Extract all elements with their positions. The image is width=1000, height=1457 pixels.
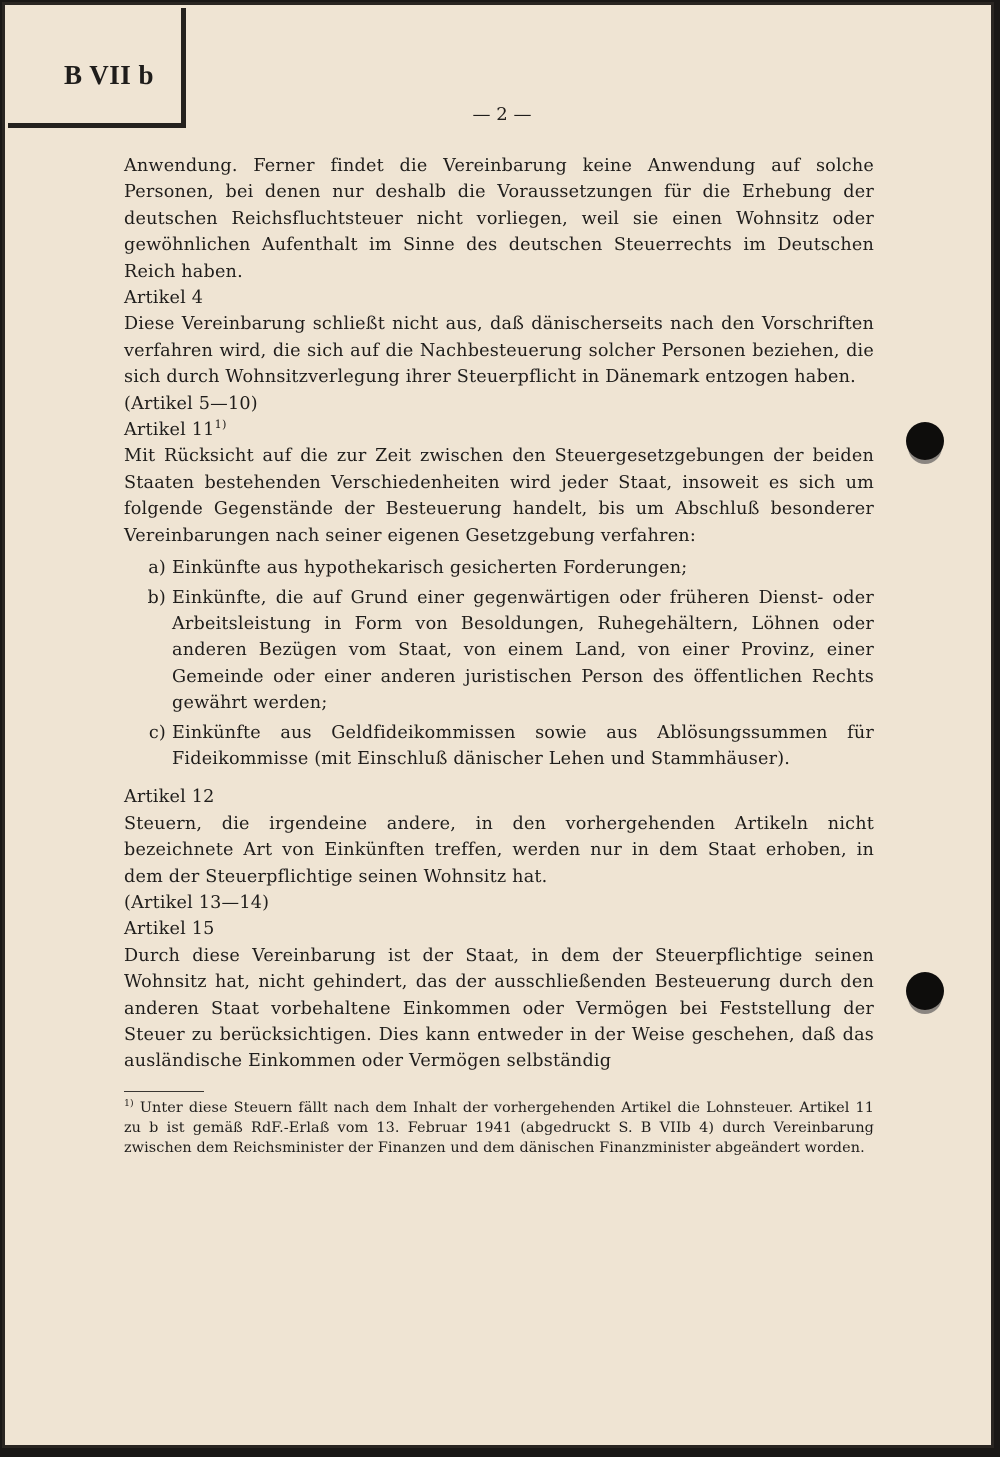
article-11-text: Mit Rücksicht auf die zur Zeit zwischen den Steuergesetzgebungen der beiden Staaten bestehenden Verschiedenheiten wird jeder Staat, insoweit es sich um folgende Gegenstände der Besteuerung handelt, bis um Abschluß besonderer Vereinbarungen nach seiner eigenen Gesetzgebung verfahren: bbox=[124, 446, 874, 546]
list-item-marker: c) bbox=[148, 722, 166, 743]
article-11-list bbox=[124, 555, 874, 772]
intro-paragraph: Anwendung. Ferner findet die Vereinbarung keine Anwendung auf solche Personen, bei denen nur deshalb die Voraussetzungen für die Erhebung der deutschen Reichsfluchtsteuer nicht vorliegen, weil sie einen Wohnsitz oder gewöhnlichen Aufenthalt im Sinne des deutschen Steuerrechts im Deutschen Reich haben. bbox=[124, 156, 874, 282]
document-page bbox=[2, 2, 994, 1448]
footnote-reference: 1) bbox=[214, 417, 227, 432]
section-tab bbox=[8, 8, 186, 128]
list-item-marker: a) bbox=[148, 558, 166, 579]
list-item bbox=[124, 720, 874, 773]
list-item-text: Einkünfte aus hypothekarisch gesicherten Forderungen; bbox=[172, 558, 688, 579]
article-11-heading-text: Artikel 11 bbox=[124, 420, 215, 441]
list-item-marker: b) bbox=[147, 587, 166, 608]
article-15-heading: Artikel 15 bbox=[124, 919, 215, 940]
footnote bbox=[124, 1098, 874, 1158]
article-4-text: Diese Vereinbarung schließt nicht aus, daß dänischerseits nach den Vorschriften verfahren wird, die sich auf die Nachbesteuerung solcher Personen beziehen, die sich durch Wohnsitzverlegung ihrer Steuerpflicht in Dänemark entzogen haben. bbox=[124, 314, 874, 388]
section-tab-label: B VII b bbox=[64, 60, 155, 90]
article-4-heading: Artikel 4 bbox=[124, 288, 204, 309]
list-item-text: Einkünfte aus Geldfideikommissen sowie aus Ablösungssummen für Fideikommisse (mit Einschluß dänischer Lehen und Stammhäuser). bbox=[172, 722, 874, 769]
article-12-text: Steuern, die irgendeine andere, in den vorhergehenden Artikeln nicht bezeichnete Art von Einkünften treffen, werden nur in dem Staat erhoben, in dem der Steuerpflichtige seinen Wohnsitz hat. bbox=[124, 813, 874, 887]
list-item bbox=[124, 585, 874, 717]
page-number: — 2 — bbox=[472, 104, 532, 125]
punch-hole-lower bbox=[906, 972, 944, 1010]
articles-13-14-note: (Artikel 13—14) bbox=[124, 892, 270, 913]
list-item bbox=[124, 555, 874, 581]
footnote-divider bbox=[124, 1091, 204, 1092]
footnote-marker: 1) bbox=[124, 1098, 134, 1110]
article-11-heading bbox=[124, 417, 874, 443]
document-body bbox=[124, 153, 874, 1158]
punch-hole-upper bbox=[906, 422, 944, 460]
articles-5-10-note: (Artikel 5—10) bbox=[124, 393, 258, 414]
footnote-text: Unter diese Steuern fällt nach dem Inhalt der vorhergehenden Artikel die Lohnsteuer. Artikel 11 zu b ist gemäß RdF.-Erlaß vom 13. Februar 1941 (abgedruckt S. B VIIb 4) durch Vereinbarung zwischen dem Reichsminister der Finanzen und dem dänischen Finanzminister abgeändert worden. bbox=[124, 1099, 874, 1156]
list-item-text: Einkünfte, die auf Grund einer gegenwärtigen oder früheren Dienst- oder Arbeitsleistung in Form von Besoldungen, Ruhegehältern, Löhnen oder anderen Bezügen vom Staat, von einem Land, von einer Provinz, einer Gemeinde oder einer anderen juristischen Person des öffentlichen Rechts gewährt werden; bbox=[172, 587, 874, 714]
article-15-text: Durch diese Vereinbarung ist der Staat, in dem der Steuerpflichtige seinen Wohnsitz hat, nicht gehindert, das der ausschließenden Besteuerung durch den anderen Staat vorbehaltene Einkommen oder Vermögen bei Feststellung der Steuer zu berücksichtigen. Dies kann entweder in der Weise geschehen, daß das ausländische Einkommen oder Vermögen selbständig bbox=[124, 945, 874, 1072]
article-12-heading: Artikel 12 bbox=[124, 787, 215, 808]
